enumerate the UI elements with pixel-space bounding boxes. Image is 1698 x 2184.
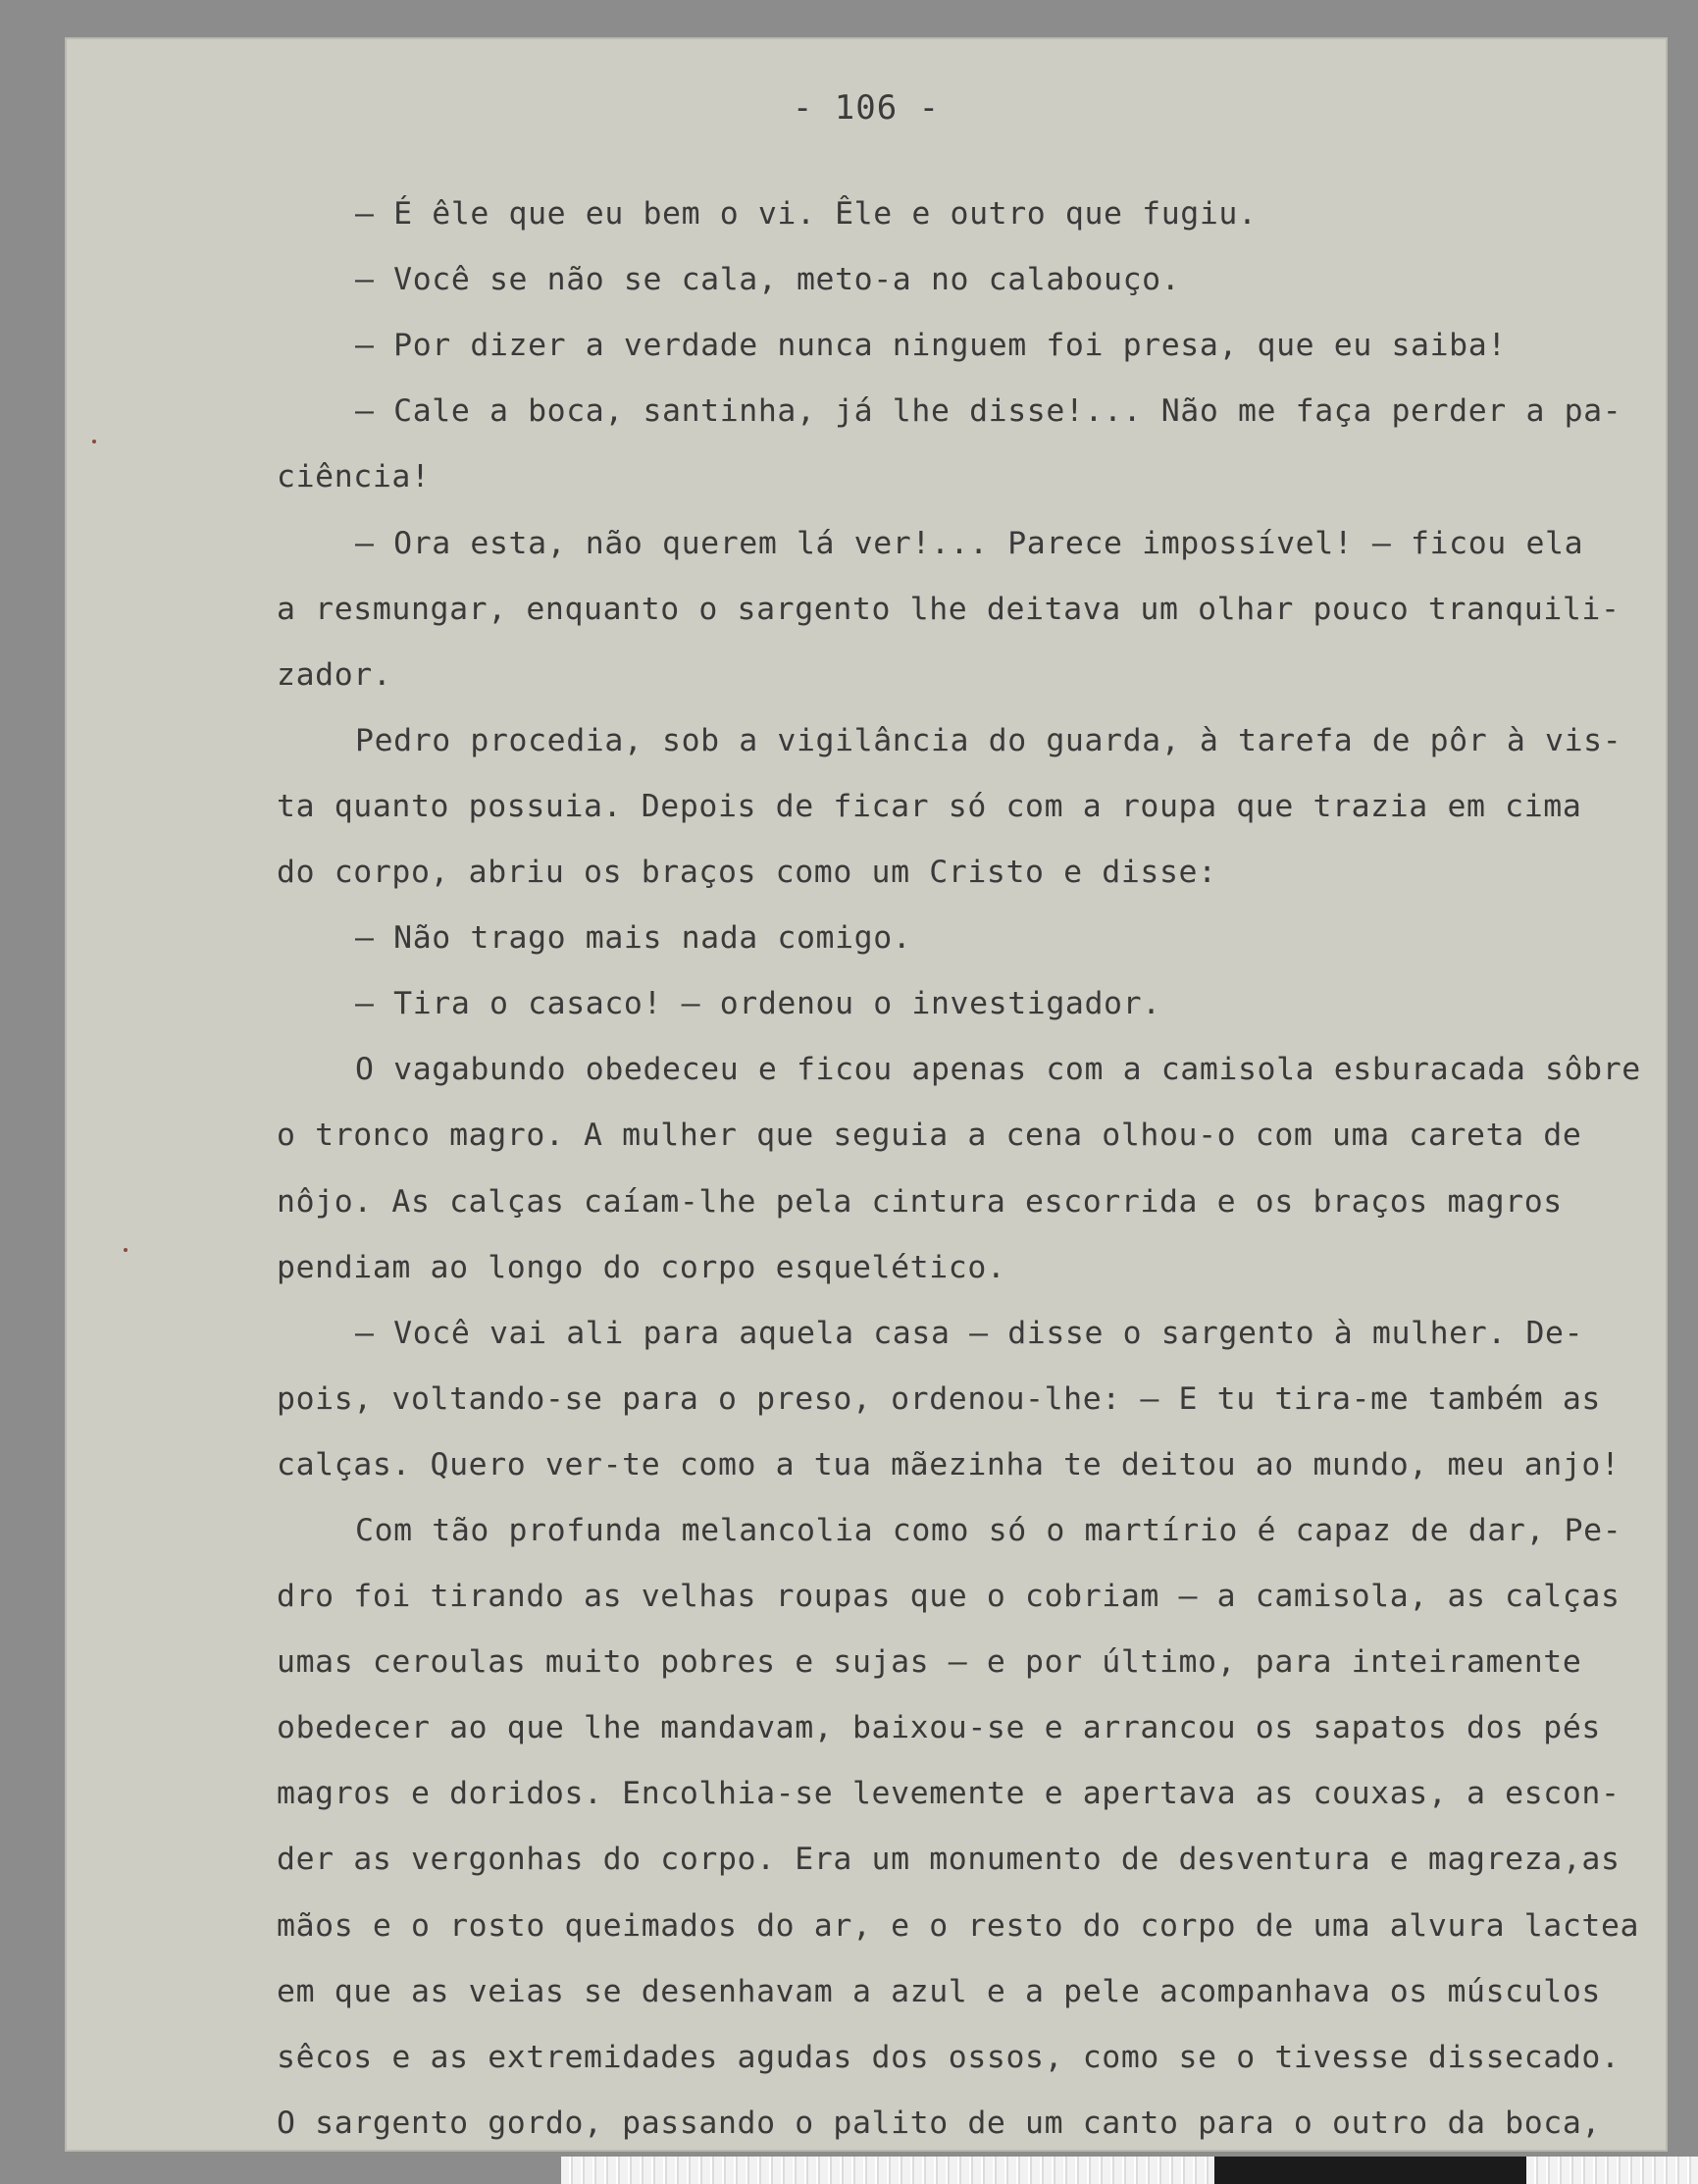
paper-speck <box>92 440 96 443</box>
text-line: — É êle que eu bem o vi. Êle e outro que fugiu. <box>355 196 1258 232</box>
text-line: em que as veias se desenhavam a azul e a pele acompanhava os músculos <box>277 1974 1601 2009</box>
typewritten-page <box>65 37 1668 2152</box>
text-line: — Tira o casaco! — ordenou o investigador. <box>355 986 1161 1021</box>
text-line: a resmungar, enquanto o sargento lhe deitava um olhar pouco tranquili- <box>277 592 1621 627</box>
text-line: Pedro procedia, sob a vigilância do guarda, à tarefa de pôr à vis- <box>355 723 1622 758</box>
text-line: sêcos e as extremidades agudas dos ossos, como se o tivesse dissecado. <box>277 2040 1621 2075</box>
text-line: umas ceroulas muito pobres e sujas — e por último, para inteiramente <box>277 1644 1582 1680</box>
text-line: dro foi tirando as velhas roupas que o cobriam — a camisola, as calças <box>277 1579 1621 1614</box>
text-line: — Cale a boca, santinha, já lhe disse!... Não me faça perder a pa- <box>355 393 1622 429</box>
text-line: — Você se não se cala, meto-a no calabouço. <box>355 262 1181 297</box>
paper-speck <box>124 1248 128 1252</box>
text-line: mãos e o rosto queimados do ar, e o resto do corpo de uma alvura lactea <box>277 1908 1640 1944</box>
text-line: ta quanto possuia. Depois de ficar só com a roupa que trazia em cima <box>277 789 1582 824</box>
text-line: pois, voltando-se para o preso, ordenou-lhe: — E tu tira-me também as <box>277 1381 1601 1417</box>
text-line: O vagabundo obedeceu e ficou apenas com a camisola esburacada sôbre <box>355 1052 1641 1087</box>
text-line: magros e doridos. Encolhia-se levemente e apertava as couxas, a escon- <box>277 1776 1621 1811</box>
text-line: nôjo. As calças caíam-lhe pela cintura escorrida e os braços magros <box>277 1184 1563 1220</box>
scan-calibration-strip <box>561 2157 1698 2184</box>
text-line: o tronco magro. A mulher que seguia a cena olhou-o com uma careta de <box>277 1118 1582 1153</box>
text-line: — Ora esta, não querem lá ver!... Parece impossível! — ficou ela <box>355 526 1584 561</box>
text-line: do corpo, abriu os braços como um Cristo e disse: <box>277 855 1217 890</box>
page-number: - 106 - <box>792 88 941 128</box>
text-line: ciência! <box>277 459 431 494</box>
text-line: zador. <box>277 657 392 693</box>
text-line: der as vergonhas do corpo. Era um monumento de desventura e magreza,as <box>277 1842 1621 1877</box>
text-line: pendiam ao longo do corpo esquelético. <box>277 1250 1006 1285</box>
text-line: calças. Quero ver-te como a tua mãezinha te deitou ao mundo, meu anjo! <box>277 1447 1621 1482</box>
text-line: — Não trago mais nada comigo. <box>355 920 912 956</box>
text-line: — Por dizer a verdade nunca ninguem foi presa, que eu saiba! <box>355 328 1507 363</box>
scan-calibration-strip-dark <box>1214 2157 1526 2184</box>
text-line: Com tão profunda melancolia como só o martírio é capaz de dar, Pe- <box>355 1513 1622 1548</box>
text-line: — Você vai ali para aquela casa — disse o sargento à mulher. De- <box>355 1316 1584 1351</box>
text-line: O sargento gordo, passando o palito de um canto para o outro da boca, <box>277 2106 1601 2141</box>
text-line: obedecer ao que lhe mandavam, baixou-se e arrancou os sapatos dos pés <box>277 1710 1601 1745</box>
